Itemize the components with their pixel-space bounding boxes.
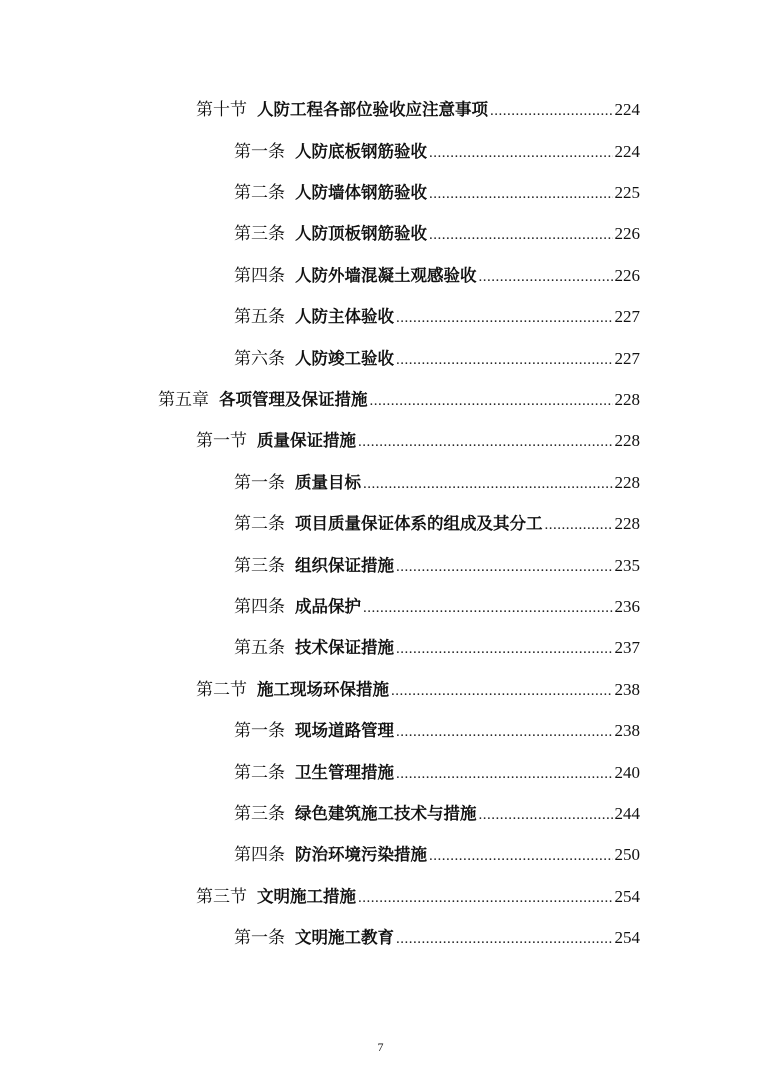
- toc-entry-title: 卫生管理措施: [295, 763, 394, 782]
- toc-entry-number: 第二条: [234, 763, 285, 783]
- dot-leader: [429, 182, 613, 206]
- toc-entry[interactable]: [234, 305, 640, 329]
- toc-entry[interactable]: [234, 926, 640, 950]
- toc-entry-number: 第五条: [234, 638, 285, 658]
- toc-entry-title: 人防底板钢筋验收: [295, 142, 427, 161]
- toc-entry-title: 文明施工教育: [295, 928, 394, 947]
- toc-entry[interactable]: [196, 429, 640, 453]
- toc-entry-number: 第三条: [234, 804, 285, 824]
- dot-leader: [396, 306, 613, 330]
- toc-entry-title: 各项管理及保证措施: [219, 390, 368, 409]
- toc-entry[interactable]: [196, 98, 640, 122]
- toc-entry-page: 227: [614, 307, 640, 326]
- toc-entry[interactable]: [196, 678, 640, 702]
- toc-entry-page: 226: [614, 266, 640, 285]
- dot-leader: [490, 99, 613, 123]
- toc-entry-title: 人防工程各部位验收应注意事项: [257, 100, 488, 119]
- toc-entry-title: 组织保证措施: [295, 556, 394, 575]
- toc-entry-number: 第三条: [234, 556, 285, 576]
- dot-leader: [396, 348, 613, 372]
- toc-entry-title: 人防顶板钢筋验收: [295, 224, 427, 243]
- dot-leader: [396, 927, 613, 951]
- toc-entry-number: 第四条: [234, 845, 285, 865]
- toc-entry-title: 人防竣工验收: [295, 349, 394, 368]
- toc-entry[interactable]: [234, 264, 640, 288]
- toc-entry-title: 人防墙体钢筋验收: [295, 183, 427, 202]
- toc-entry-page: 235: [614, 556, 640, 575]
- toc-entry[interactable]: [234, 471, 640, 495]
- toc-entry-number: 第五条: [234, 307, 285, 327]
- toc-entry-page: 238: [614, 680, 640, 699]
- toc-entry[interactable]: [234, 347, 640, 371]
- toc-entry-number: 第一条: [234, 142, 285, 162]
- toc-entry-number: 第四条: [234, 597, 285, 617]
- toc-entry-number: 第二节: [196, 680, 247, 700]
- toc-entry-page: 224: [614, 100, 640, 119]
- toc-entry-title: 质量保证措施: [257, 431, 356, 450]
- toc-entry-number: 第三节: [196, 887, 247, 907]
- dot-leader: [370, 389, 613, 413]
- toc-entry[interactable]: [234, 512, 640, 536]
- toc-entry-number: 第三条: [234, 224, 285, 244]
- toc-entry[interactable]: [234, 554, 640, 578]
- toc-entry[interactable]: [234, 222, 640, 246]
- dot-leader: [396, 637, 613, 661]
- dot-leader: [396, 762, 613, 786]
- toc-entry-title: 人防主体验收: [295, 307, 394, 326]
- toc-entry-number: 第一节: [196, 431, 247, 451]
- dot-leader: [429, 844, 613, 868]
- toc-entry-number: 第六条: [234, 349, 285, 369]
- page-number: 7: [377, 1040, 384, 1054]
- toc-entry-number: 第五章: [158, 390, 209, 410]
- toc-entry[interactable]: [234, 636, 640, 660]
- dot-leader: [363, 596, 613, 620]
- toc-entry[interactable]: [234, 802, 640, 826]
- dot-leader: [479, 265, 613, 289]
- dot-leader: [479, 803, 613, 827]
- toc-entry-title: 现场道路管理: [295, 721, 394, 740]
- toc-entry-number: 第四条: [234, 266, 285, 286]
- dot-leader: [358, 430, 613, 454]
- dot-leader: [396, 555, 613, 579]
- toc-entry-title: 防治环境污染措施: [295, 845, 427, 864]
- toc-entry-title: 施工现场环保措施: [257, 680, 389, 699]
- toc-entry[interactable]: [234, 140, 640, 164]
- toc-entry-title: 绿色建筑施工技术与措施: [295, 804, 477, 823]
- toc-entry-number: 第一条: [234, 721, 285, 741]
- toc-entry-number: 第二条: [234, 514, 285, 534]
- toc-entry[interactable]: [234, 761, 640, 785]
- toc-entry-page: 228: [614, 514, 640, 533]
- toc-entry-page: 237: [614, 638, 640, 657]
- dot-leader: [429, 141, 613, 165]
- toc-entry-number: 第十节: [196, 100, 247, 120]
- toc-entry-page: 228: [614, 473, 640, 492]
- toc-entry-page: 226: [614, 224, 640, 243]
- toc-entry-title: 文明施工措施: [257, 887, 356, 906]
- toc-entry[interactable]: [158, 388, 640, 412]
- toc-entry-title: 项目质量保证体系的组成及其分工: [295, 514, 543, 533]
- toc-entry-page: 236: [614, 597, 640, 616]
- toc-entry-page: 228: [614, 431, 640, 450]
- dot-leader: [429, 223, 613, 247]
- toc-entry-page: 224: [614, 142, 640, 161]
- toc-entry-title: 技术保证措施: [295, 638, 394, 657]
- toc-entry-page: 254: [614, 887, 640, 906]
- toc-entry-page: 227: [614, 349, 640, 368]
- toc-entry-page: 238: [614, 721, 640, 740]
- toc-entry-page: 254: [614, 928, 640, 947]
- toc-entry-page: 250: [614, 845, 640, 864]
- toc-entry[interactable]: [196, 885, 640, 909]
- toc-entry[interactable]: [234, 719, 640, 743]
- toc-entry-number: 第一条: [234, 473, 285, 493]
- dot-leader: [545, 513, 613, 537]
- toc-entry-title: 质量目标: [295, 473, 361, 492]
- toc-entry-page: 225: [614, 183, 640, 202]
- toc-entry-page: 244: [614, 804, 640, 823]
- toc-entry[interactable]: [234, 843, 640, 867]
- dot-leader: [358, 886, 613, 910]
- toc-entry-number: 第一条: [234, 928, 285, 948]
- toc-entry-number: 第二条: [234, 183, 285, 203]
- dot-leader: [363, 472, 613, 496]
- toc-entry-page: 228: [614, 390, 640, 409]
- toc-entry[interactable]: [234, 595, 640, 619]
- dot-leader: [396, 720, 613, 744]
- toc-entry-title: 成品保护: [295, 597, 361, 616]
- toc-entry-page: 240: [614, 763, 640, 782]
- toc-entry[interactable]: [234, 181, 640, 205]
- dot-leader: [391, 679, 613, 703]
- toc-entry-title: 人防外墙混凝土观感验收: [295, 266, 477, 285]
